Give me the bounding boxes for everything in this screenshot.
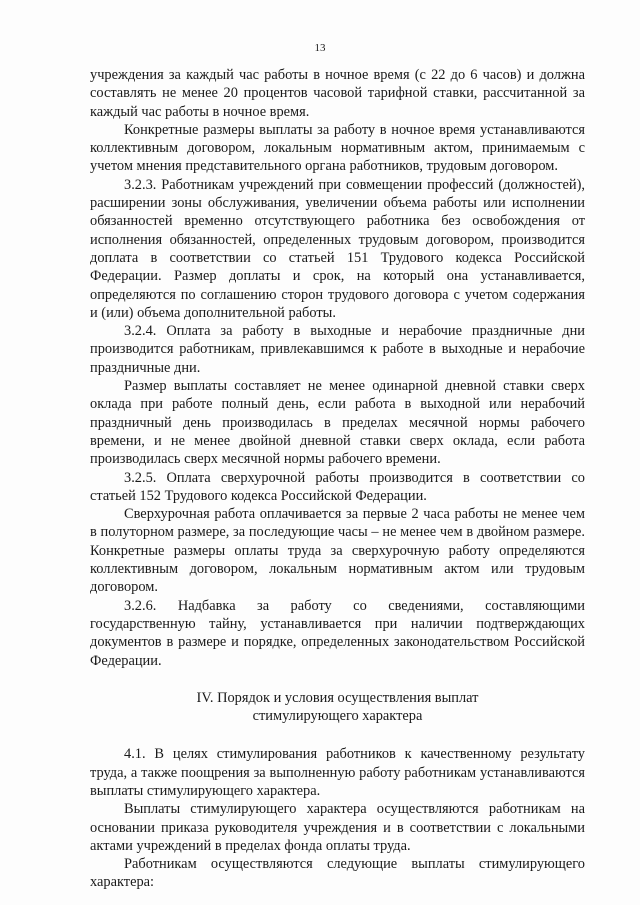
paragraph-3-2-3-combined-duties: 3.2.3. Работникам учреждений при совмещении профессий (должностей), расширении зоны обслуживания, увеличении объема работы или исполнении обязанностей временно отсутствующего работника без освобождения от исполнения обязанностей, определенных трудовым договором, производится доплата в соответствии со статьей 151 Трудового кодекса Российской Федерации. Размер доплаты и срок, на который она устанавливается, определяются по соглашению сторон трудового договора с учетом содержания и (или) объема дополнительной работы. [90,176,585,321]
section-title-line-1: IV. Порядок и условия осуществления выплат [196,689,479,706]
paragraph-weekend-pay-amount: Размер выплаты составляет не менее одинарной дневной ставки сверх оклада при работе полный день, если работа в выходной или нерабочий праздничный день производилась в пределах месячной нормы рабочего времени, и не менее двойной дневной ставки сверх оклада, если работа производилась сверх месячной нормы рабочего времени. [90,378,585,468]
paragraph-night-work-specific-amounts: Конкретные размеры выплаты за работу в ночное время устанавливаются коллективным договором, локальным нормативным актом, принимаемым с учетом мнения представительного органа работников, трудовым договором. [90,121,585,175]
paragraph-3-2-5-overtime: 3.2.5. Оплата сверхурочной работы производится в соответствии со статьей 152 Трудового кодекса Российской Федерации. [90,469,585,504]
paragraph-night-work-rate: учреждения за каждый час работы в ночное время (с 22 до 6 часов) и должна составлять не менее 20 процентов часовой тарифной ставки, рассчитанной за каждый час работы в ночное время. [90,67,585,120]
paragraph-3-2-6-state-secret-allowance: 3.2.6. Надбавка за работу со сведениями, составляющими государственную тайну, устанавливается при наличии подтверждающих документов в размере и порядке, определенных законодательством Российской Федерации. [90,597,585,669]
paragraph-overtime-rate: Сверхурочная работа оплачивается за первые 2 часа работы не менее чем в полуторном размере, за последующие часы – не менее чем в двойном размере. Конкретные размеры оплаты труда за сверхурочную работу определяются коллективным договором, локальным нормативным актом или трудовым договором. [90,506,585,596]
document-body [90,66,585,892]
paragraph-3-2-4-weekend-pay: 3.2.4. Оплата за работу в выходные и нерабочие праздничные дни производится работникам, привлекавшимся к работе в выходные и нерабочие праздничные дни. [90,323,585,376]
paragraph-incentive-list-intro: Работникам осуществляются следующие выплаты стимулирующего характера: [90,856,585,891]
paragraph-4-1-incentive-payments: 4.1. В целях стимулирования работников к качественному результату труда, а также поощрения за выполненную работу работникам устанавливаются выплаты стимулирующего характера. [90,746,585,799]
paragraph-incentive-basis: Выплаты стимулирующего характера осуществляются работникам на основании приказа руководителя учреждения и в соответствии с локальными актами учреждений в пределах фонда оплаты труда. [90,801,585,854]
section-title-iv [90,689,585,726]
page-number: 13 [314,42,326,54]
section-title-line-2: стимулирующего характера [252,708,423,725]
